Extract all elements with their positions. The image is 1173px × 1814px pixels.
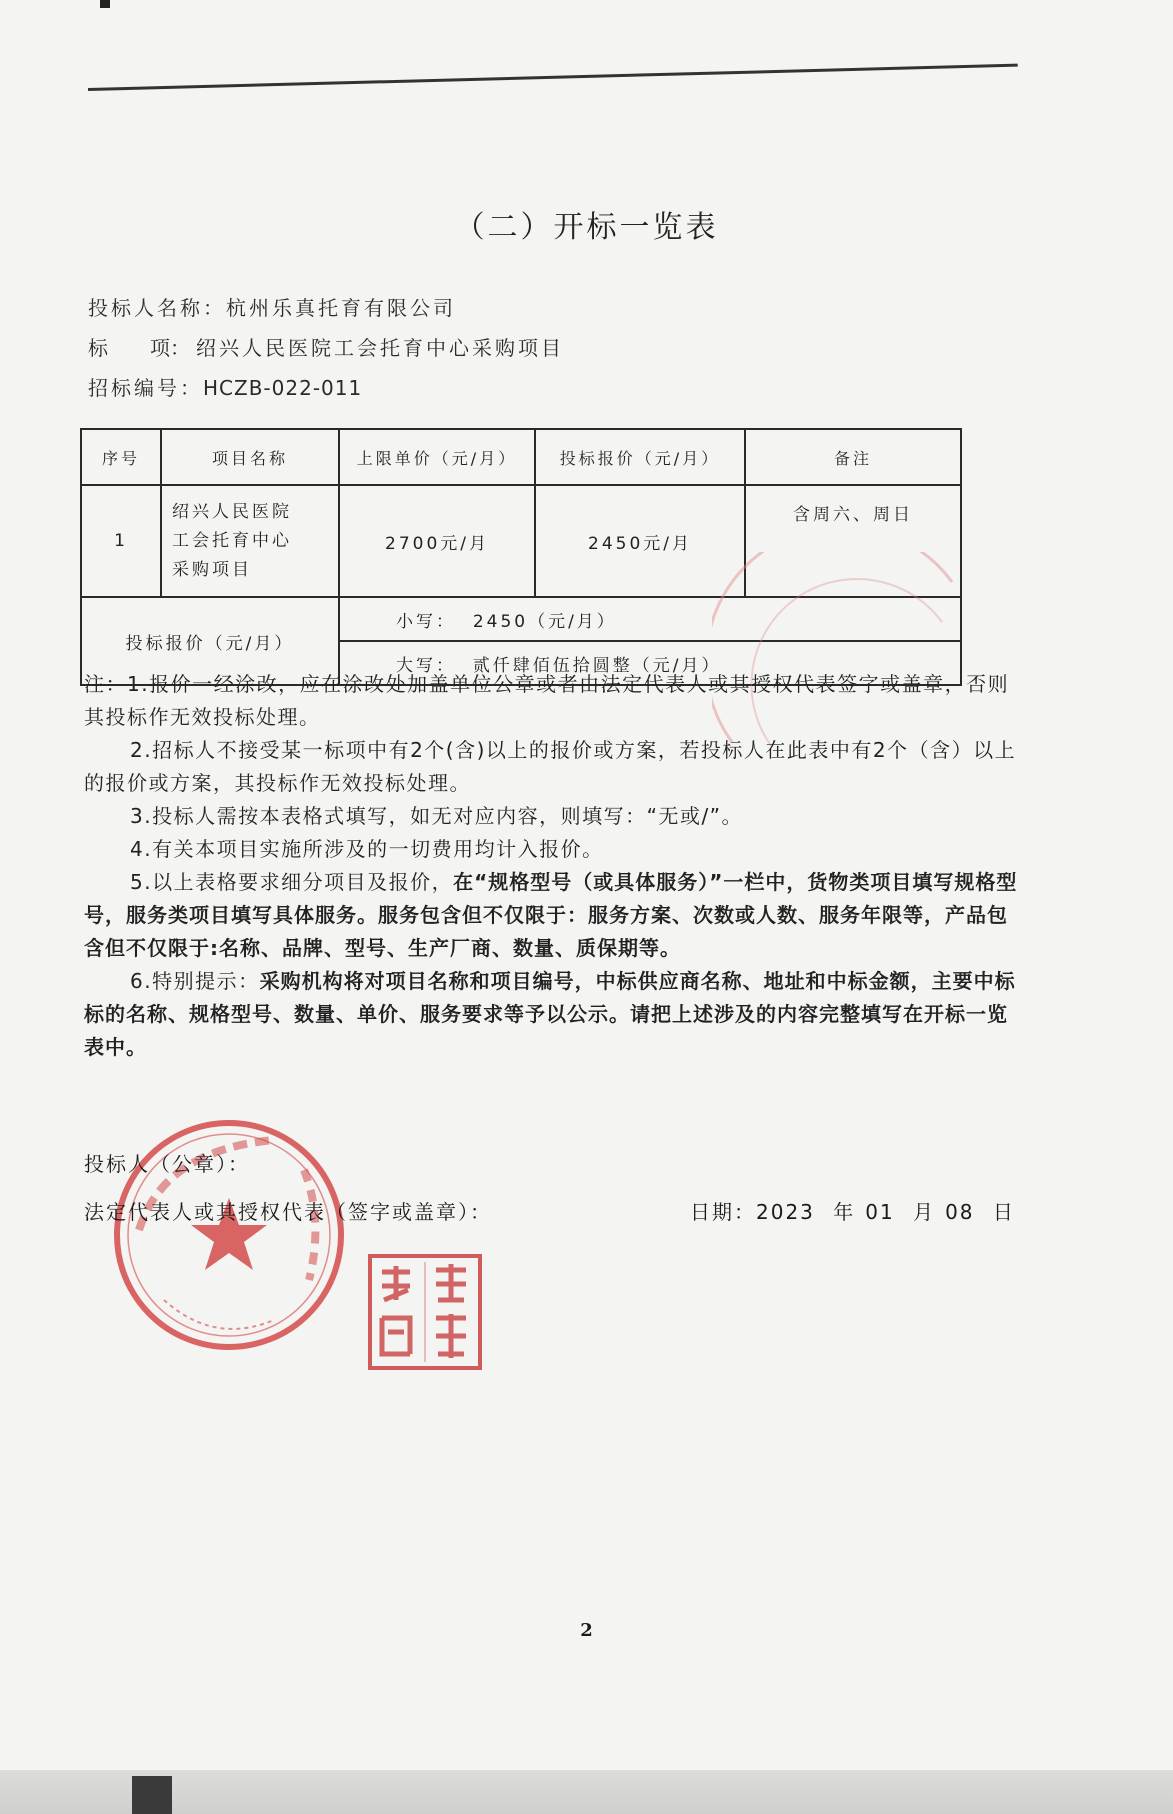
header-rule	[88, 64, 1018, 91]
table-header-row	[81, 429, 961, 485]
row-bid-price: 2450元/月	[535, 485, 745, 597]
tender-number-line	[88, 372, 362, 401]
bidder-label: 投标人名称：	[88, 296, 226, 320]
row-remark: 含周六、周日	[745, 485, 961, 597]
note-5: 5.以上表格要求细分项目及报价，在“规格型号（或具体服务）”一栏中，货物类项目填写规格型号，服务类项目填写具体服务。服务包含但不仅限于：服务方案、次数或人数、服务年限等，产品包含但不仅限于:名称、品牌、型号、生产厂商、数量、质保期等。	[84, 870, 1018, 960]
corner-mark	[100, 0, 110, 8]
big-value: 贰仟肆佰伍拾圆整（元/月）	[472, 655, 722, 676]
total-label: 投标报价（元/月）	[81, 597, 339, 685]
representative-signature-label: 法定代表人或其授权代表（签字或盖章）：	[84, 1200, 492, 1224]
row-index: 1	[81, 485, 161, 597]
page-number: 2	[580, 1620, 593, 1641]
project-name: 绍兴人民医院工会托育中心采购项目	[196, 336, 564, 360]
project-line	[88, 332, 564, 361]
date-day: 08	[945, 1200, 975, 1224]
bidder-name: 杭州乐真托育有限公司	[226, 296, 456, 320]
header-remark: 备注	[745, 429, 961, 485]
date-label: 日期：	[690, 1200, 756, 1224]
note-4: 4.有关本项目实施所涉及的一切费用均计入报价。	[130, 837, 604, 861]
bidder-line	[88, 292, 456, 321]
small-label: 小写：	[396, 611, 456, 632]
scan-edge-shadow	[0, 1770, 1173, 1814]
header-index: 序号	[81, 429, 161, 485]
tender-number: HCZB-022-011	[203, 376, 363, 400]
notes-section	[84, 668, 1024, 1064]
bidder-seal-label: 投标人（公章）：	[84, 1152, 250, 1176]
date-month: 01	[865, 1200, 895, 1224]
note-1: 注：1.报价一经涂改，应在涂改处加盖单位公章或者由法定代表人或其授权代表签字或盖章，否则其投标作无效投标处理。	[84, 672, 1010, 729]
project-label: 标 项：	[88, 336, 190, 360]
header-project-name: 项目名称	[161, 429, 339, 485]
date-line: 日期：2023 年 01 月 08 日	[690, 1200, 1015, 1224]
header-cap-price: 上限单价（元/月）	[339, 429, 535, 485]
representative-square-seal-icon	[366, 1252, 484, 1372]
row-project-name: 绍兴人民医院 工会托育中心 采购项目	[161, 485, 339, 597]
tender-number-label: 招标编号：	[88, 376, 203, 400]
note-3: 3.投标人需按本表格式填写，如无对应内容，则填写：“无或/”。	[130, 804, 744, 828]
small-value: 2450（元/月）	[472, 611, 617, 632]
date-year: 2023	[756, 1200, 815, 1224]
note-2: 2.招标人不接受某一标项中有2个(含)以上的报价或方案，若投标人在此表中有2个（含）以上的报价或方案，其投标作无效投标处理。	[84, 738, 1017, 795]
scan-edge-mark	[132, 1776, 172, 1814]
big-label: 大写：	[396, 655, 456, 676]
header-bid-price: 投标报价（元/月）	[535, 429, 745, 485]
page-title: （二）开标一览表	[454, 210, 719, 245]
row-cap-price: 2700元/月	[339, 485, 535, 597]
note-6: 6.特别提示：采购机构将对项目名称和项目编号，中标供应商名称、地址和中标金额，主要中标标的名称、规格型号、数量、单价、服务要求等予以公示。请把上述涉及的内容完整填写在开标一览表中。	[84, 969, 1016, 1059]
